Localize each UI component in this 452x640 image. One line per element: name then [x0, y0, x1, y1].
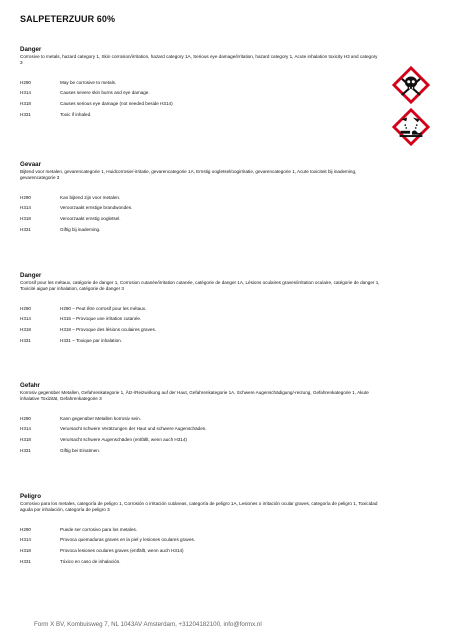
- statement-code: H318: [20, 548, 31, 553]
- statement-code: H314: [20, 90, 31, 96]
- statement-code: H314: [20, 537, 31, 543]
- statement-text: Toxic if inhaled.: [60, 111, 92, 117]
- statement-text: Provoca quemaduras graves en la piel y lesiones oculares graves.: [60, 537, 196, 543]
- statement-code: H318: [20, 327, 31, 332]
- hazard-statement: [20, 557, 390, 568]
- hazard-statement: [20, 78, 390, 89]
- signal-word: Gefahr: [20, 382, 40, 389]
- statement-code: H290: [20, 79, 31, 85]
- hazard-statement: [20, 424, 390, 435]
- hazard-statement-list: [20, 304, 390, 346]
- signal-word: Gevaar: [20, 161, 41, 168]
- statement-text: Causes severe skin burns and eye damage.: [60, 90, 150, 96]
- statement-text: Giftig bei Einatmen.: [60, 447, 101, 453]
- hazard-statement: [20, 193, 390, 204]
- classification-text: Corrosive to metals, hazard category 1, Skin corrosion/irritation, hazard category 1A, Serious eye damage/irritation, hazard category 1, Acute inhalation toxicity H3 and category 3: [20, 54, 378, 66]
- statement-text: Kan bijtend zijn voor metalen.: [60, 194, 121, 200]
- hazard-statement: [20, 214, 390, 225]
- statement-code: H290: [20, 415, 31, 421]
- page-title: SALPETERZUUR 60%: [20, 14, 116, 24]
- signal-word: Danger: [20, 46, 42, 53]
- statement-code: H331: [20, 226, 31, 232]
- statement-text: H290 – Peut être corrosif pour les métaux.: [60, 305, 147, 311]
- skull-crossbones-icon: [392, 66, 430, 104]
- statement-text: Causes serious eye damage (not needed beside H314): [60, 101, 173, 106]
- hazard-statement: [20, 314, 390, 325]
- hazard-pictograms: [392, 66, 432, 150]
- statement-code: H318: [20, 101, 31, 106]
- statement-code: H290: [20, 526, 31, 532]
- classification-text: Corrosif pour les métaux, catégorie de danger 1, Corrosion cutanée/irritation cutanée, catégorie de danger 1A, Lésions oculaires graves/irritation oculaire, catégorie de danger 1, Toxicité aiguë par inhalation, catégorie de danger 3: [20, 280, 380, 292]
- hazard-statement: [20, 88, 390, 99]
- statement-code: H314: [20, 205, 31, 211]
- statement-code: H318: [20, 437, 31, 442]
- statement-code: H331: [20, 337, 31, 343]
- hazard-statement: [20, 225, 390, 236]
- hazard-statement: [20, 203, 390, 214]
- hazard-statement: [20, 325, 390, 336]
- statement-code: H331: [20, 111, 31, 117]
- hazard-statement: [20, 99, 390, 110]
- statement-text: Provoca lesiones oculares graves (entfällt, wenn auch H314): [60, 548, 184, 553]
- statement-code: H290: [20, 305, 31, 311]
- company-footer: Form X BV, Kombuisweg 7, NL 1043AV Amsterdam, +31204182100, info@formx.nl: [34, 621, 262, 628]
- statement-code: H331: [20, 558, 31, 564]
- hazard-statement-list: [20, 525, 390, 567]
- hazard-statement: [20, 546, 390, 557]
- hazard-section-french: [20, 272, 390, 346]
- statement-text: Verursacht schwere Augenschäden (entfällt, wenn auch H314): [60, 437, 187, 442]
- hazard-section-german: [20, 382, 390, 456]
- hazard-statement-list: [20, 414, 390, 456]
- statement-text: Puede ser corrosivo para los metales.: [60, 526, 138, 532]
- classification-text: Korrosiv gegenüber Metallen, Gefahrenkategorie 1, Ätz-/Reizwirkung auf der Haut, Gefahrenkategorie 1A, Schwere Augenschädigung/-reizung, Gefahrenkategorie 1, Akute inhalative Toxizität, Gefahrenkategorie 3: [20, 390, 369, 402]
- hazard-statement: [20, 525, 390, 536]
- classification-text: Corrosivo para los metales, categoría de peligro 1, Corrosión o irritación cutáneas, categoría de peligro 1A, Lesiones o irritación ocular graves, categoría de peligro 1, Toxicidad aguda por inhalación, categoría de peligro 3: [20, 501, 378, 513]
- hazard-statement: [20, 446, 390, 457]
- statement-text: Giftig bij inademing.: [60, 226, 101, 232]
- statement-text: H331 – Toxique par inhalation.: [60, 337, 122, 343]
- hazard-statement: [20, 336, 390, 347]
- hazard-section-english: [20, 46, 390, 120]
- hazard-statement: [20, 414, 390, 425]
- statement-text: Veroorzaakt ernstig oogletsel.: [60, 216, 121, 221]
- statement-code: H314: [20, 316, 31, 322]
- hazard-statement: [20, 535, 390, 546]
- hazard-statement: [20, 304, 390, 315]
- statement-text: H318 – Provoque des lésions oculaires graves.: [60, 327, 157, 332]
- signal-word: Danger: [20, 272, 42, 279]
- statement-code: H290: [20, 194, 31, 200]
- statement-text: Verursacht schwere Verätzungen der Haut und schwere Augenschäden.: [60, 426, 207, 432]
- statement-code: H314: [20, 426, 31, 432]
- hazard-statement-list: [20, 193, 390, 235]
- statement-code: H331: [20, 447, 31, 453]
- hazard-section-spanish: [20, 493, 390, 567]
- statement-text: Kann gegenüber Metallen korrosiv sein.: [60, 415, 141, 421]
- statement-text: Veroorzaakt ernstige brandwonden.: [60, 205, 133, 211]
- statement-text: H315 – Provoque une irritation cutanée.: [60, 316, 142, 322]
- hazard-statement-list: [20, 78, 390, 120]
- hazard-statement: [20, 435, 390, 446]
- corrosion-icon: [392, 108, 430, 146]
- hazard-section-dutch: [20, 161, 390, 235]
- statement-text: Tóxico en caso de inhalación.: [60, 558, 121, 564]
- statement-code: H318: [20, 216, 31, 221]
- statement-text: May be corrosive to metals.: [60, 79, 117, 85]
- hazard-statement: [20, 110, 390, 121]
- classification-text: Bijtend voor metalen, gevarencategorie 1, Huidcorrosie/-irritatie, gevarencategorie 1A, Ernstig oogletsel/oogirritatie, gevarencategorie 1, Acute toxiciteit bij inademing, gevarencategorie 3: [20, 169, 357, 181]
- signal-word: Peligro: [20, 493, 41, 500]
